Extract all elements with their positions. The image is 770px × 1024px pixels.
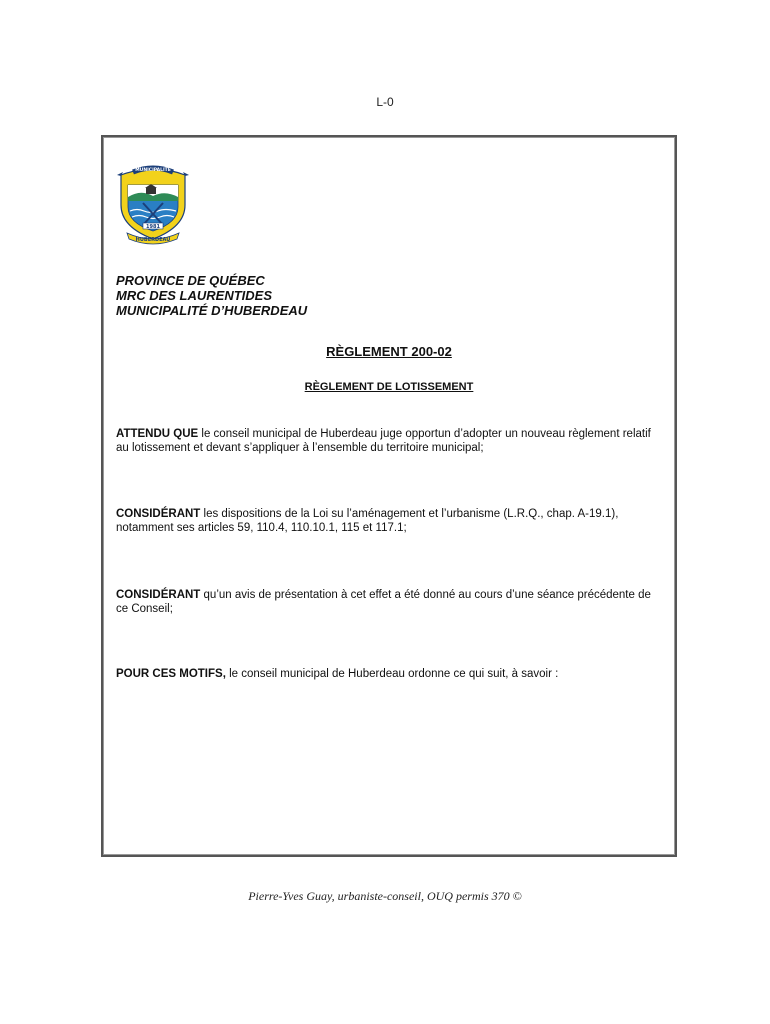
paragraph-text: qu’un avis de présentation à cet effet a été donné au cours d’une séance précédente de ce Conseil; xyxy=(116,589,651,615)
paragraph-motifs xyxy=(116,667,664,681)
org-mrc: MRC DES LAURENTIDES xyxy=(116,288,273,303)
paragraph-keyword: POUR CES MOTIFS, xyxy=(116,668,226,680)
footer-credit: Pierre-Yves Guay, urbaniste-conseil, OUQ permis 370 © xyxy=(248,889,522,903)
org-province: PROVINCE DE QUÉBEC xyxy=(116,273,265,288)
municipal-crest-logo xyxy=(113,161,193,245)
paragraph-attendu xyxy=(116,427,664,455)
crest-year: 1981 xyxy=(146,224,160,230)
regulation-title: RÈGLEMENT DE LOTISSEMENT xyxy=(304,381,474,393)
paragraph-keyword: CONSIDÉRANT xyxy=(116,589,201,601)
paragraph-text: les dispositions de la Loi su l’aménagement et l’urbanisme (L.R.Q., chap. A-19.1), notamment ses articles 59, 110.4, 110.10.1, 115 et 117.1; xyxy=(116,508,619,534)
org-municipality: MUNICIPALITÉ D’HUBERDEAU xyxy=(116,303,308,318)
document-frame xyxy=(101,135,677,857)
paragraph-considerant-loi xyxy=(116,507,664,535)
crest-ribbon-text: HUBERDEAU xyxy=(135,237,171,243)
paragraph-keyword: CONSIDÉRANT xyxy=(116,508,201,520)
paragraph-considerant-avis xyxy=(116,588,664,616)
page-number: L-0 xyxy=(376,95,394,109)
organization-heading xyxy=(116,273,307,318)
paragraph-keyword: ATTENDU QUE xyxy=(116,428,199,440)
paragraph-text: le conseil municipal de Huberdeau juge opportun d’adopter un nouveau règlement relatif au lotissement et devant s’appliquer à l’ensemble du territoire municipal; xyxy=(116,428,651,454)
regulation-number: RÈGLEMENT 200-02 xyxy=(326,344,452,359)
crest-banner-text: MUNICIPALITÉ xyxy=(135,168,171,173)
paragraph-text: le conseil municipal de Huberdeau ordonne ce qui suit, à savoir : xyxy=(225,668,559,680)
